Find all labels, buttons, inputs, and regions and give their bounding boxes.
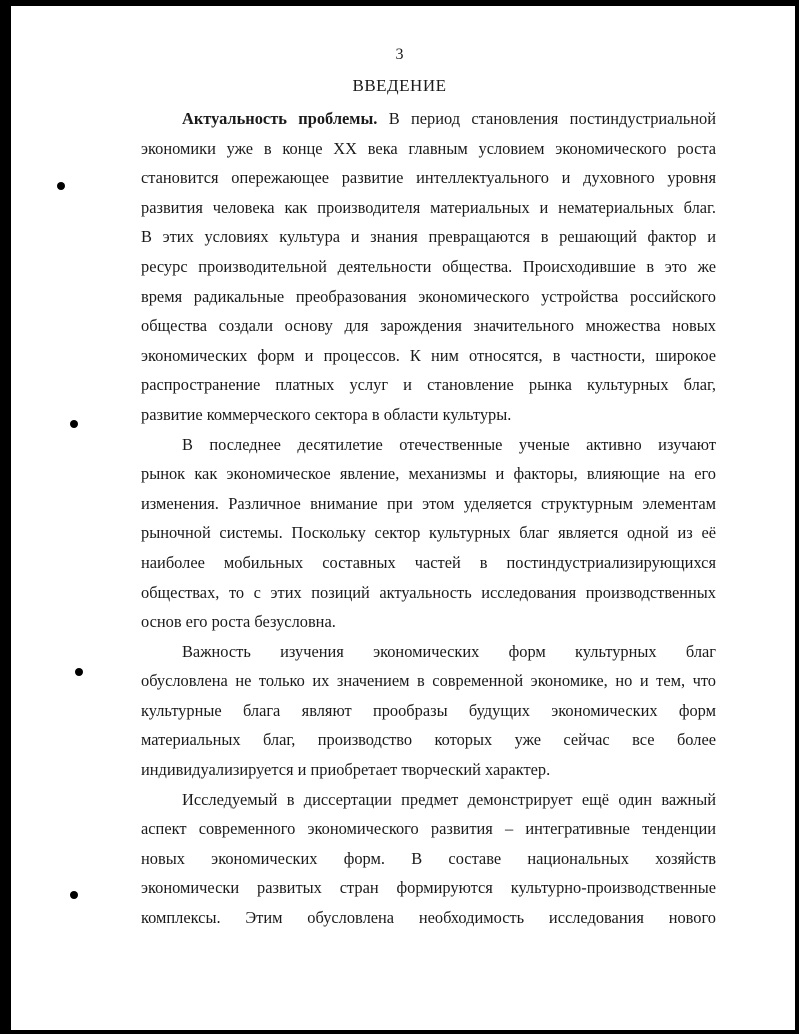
page-title: ВВЕДЕНИЕ [352,76,447,95]
scan-border-top [0,0,799,6]
text-line [141,104,716,134]
text-line: обществах, то с этих позиций актуальность исследования производственных [141,582,716,602]
text-line: аспект современного экономического развития – интегративные тенденции [141,819,716,839]
scan-border-bottom [0,1030,799,1034]
text-line: В этих условиях культура и знания превращаются в решающий фактор и [141,227,716,247]
document-body [141,104,716,933]
text-line: Исследуемый в диссертации предмет демонстрирует ещё один важный [182,789,716,809]
text-line: распространение платных услуг и становление рынка культурных благ, [141,375,716,395]
binding-hole-dot [57,182,65,190]
text-line: материальных благ, производство которых уже сейчас все более [141,730,716,750]
text-line: развития человека как производителя материальных и нематериальных благ. [141,197,716,217]
binding-hole-dot [70,420,78,428]
text-line: комплексы. Этим обусловлена необходимость исследования нового [141,908,716,928]
text-line: наиболее мобильных составных частей в постиндустриализирующихся [141,552,716,572]
text-line: экономики уже в конце XX века главным условием экономического роста [141,138,716,158]
paragraph-importance [141,637,716,785]
text-line: рынок как экономическое явление, механизмы и факторы, влияющие на его [141,464,716,484]
text-line: обусловлена не только их значением в современной экономике, но и тем, что [141,671,716,691]
page-number: 3 [395,46,404,63]
text-line: изменения. Различное внимание при этом уделяется структурным элементам [141,493,716,513]
text-line: экономических форм и процессов. К ним относятся, в частности, широкое [141,345,716,365]
text-line: новых экономических форм. В составе национальных хозяйств [141,848,716,868]
text-line: развитие коммерческого сектора в области культуры. [141,404,512,424]
text-line: В последнее десятилетие отечественные ученые активно изучают [182,434,716,454]
binding-hole-dot [70,891,78,899]
text-line: Важность изучения экономических форм культурных благ [182,641,716,661]
scan-border-right [795,0,799,1034]
text-line: основ его роста безусловна. [141,612,336,632]
text-line: рыночной системы. Поскольку сектор культурных благ является одной из её [141,523,716,543]
bold-lead: Актуальность проблемы. [182,109,378,128]
paragraph-relevance [141,104,716,430]
text-line: индивидуализируется и приобретает творческий характер. [141,760,551,780]
text-line: время радикальные преобразования экономического устройства российского [141,286,716,306]
paragraph-research [141,430,716,637]
text-line: ресурс производительной деятельности общества. Происходившие в это же [141,256,716,276]
text-line: культурные блага являют прообразы будущих экономических форм [141,700,716,720]
text-line: становится опережающее развитие интеллектуального и духовного уровня [141,168,716,188]
line-rest: В период становления постиндустриальной [377,109,716,128]
binding-hole-dot [75,668,83,676]
text-line: общества создали основу для зарождения значительного множества новых [141,316,716,336]
text-line: экономически развитых стран формируются культурно-производственные [141,878,716,898]
paragraph-subject [141,785,716,933]
scan-border-left [0,0,11,1034]
